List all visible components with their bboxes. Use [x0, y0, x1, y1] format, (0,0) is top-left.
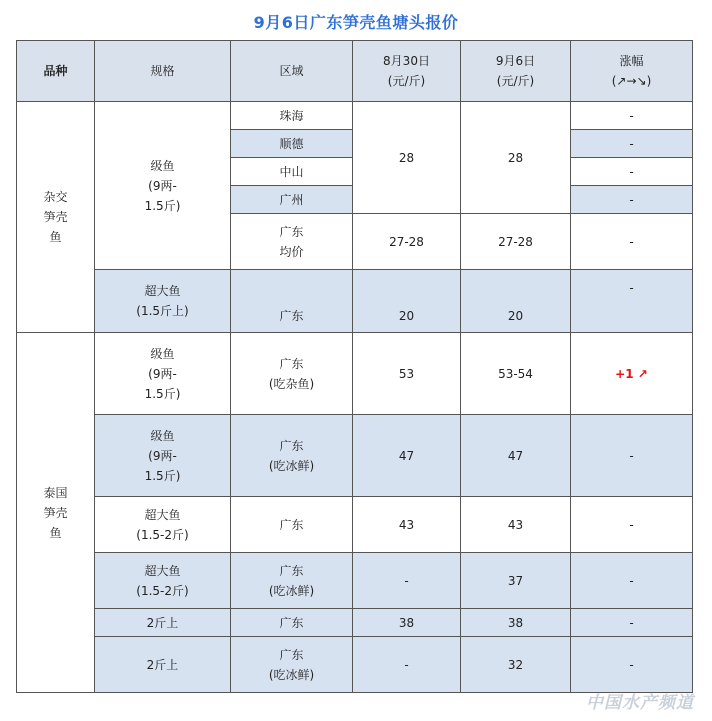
header-sep6: 9月6日 (元/斤) [461, 41, 571, 102]
price-sep6: 20 [461, 270, 571, 333]
spec-cell: 级鱼 (9两- 1.5斤) [95, 102, 231, 270]
region-cell: 广东 均价 [231, 214, 353, 270]
header-aug30: 8月30日 (元/斤) [353, 41, 461, 102]
price-sep6: 27-28 [461, 214, 571, 270]
table-row [17, 270, 693, 333]
change-cell: - [571, 130, 693, 158]
change-cell: - [571, 186, 693, 214]
spec-cell: 超大鱼 (1.5斤上) [95, 270, 231, 333]
header-region: 区域 [231, 41, 353, 102]
change-cell: - [571, 415, 693, 497]
table-row [17, 497, 693, 553]
price-aug30: 38 [353, 609, 461, 637]
price-aug30: 47 [353, 415, 461, 497]
watermark: 中国水产频道 [586, 693, 694, 713]
table-row [17, 415, 693, 497]
change-cell: - [571, 102, 693, 130]
price-aug30: 53 [353, 333, 461, 415]
change-cell: - [571, 637, 693, 693]
table-row [17, 609, 693, 637]
change-cell: - [571, 158, 693, 186]
region-cell: 广东 [231, 497, 353, 553]
price-sep6: 28 [461, 102, 571, 214]
price-aug30: 28 [353, 102, 461, 214]
spec-cell: 级鱼 (9两- 1.5斤) [95, 333, 231, 415]
region-cell: 顺德 [231, 130, 353, 158]
header-change: 涨幅 (↗→↘) [571, 41, 693, 102]
change-cell: - [571, 214, 693, 270]
price-aug30: - [353, 637, 461, 693]
change-cell: - [571, 609, 693, 637]
region-cell: 广州 [231, 186, 353, 214]
change-cell: - [571, 553, 693, 609]
header-row [17, 41, 693, 102]
table-row [17, 333, 693, 415]
variety-hybrid: 杂交 笋壳 鱼 [17, 102, 95, 333]
price-sep6: 32 [461, 637, 571, 693]
change-cell: - [571, 270, 693, 333]
region-cell: 广东 [231, 270, 353, 333]
spec-cell: 超大鱼 (1.5-2斤) [95, 553, 231, 609]
table-row [17, 102, 693, 130]
spec-cell: 2斤上 [95, 609, 231, 637]
region-cell: 广东 (吃冰鲜) [231, 553, 353, 609]
price-aug30: 43 [353, 497, 461, 553]
page-title: 9月6日广东笋壳鱼塘头报价 [253, 13, 459, 32]
region-cell: 广东 (吃冰鲜) [231, 415, 353, 497]
change-up-cell: +1 ↗ [571, 333, 693, 415]
spec-cell: 超大鱼 (1.5-2斤) [95, 497, 231, 553]
price-sep6: 43 [461, 497, 571, 553]
table-row [17, 637, 693, 693]
header-spec: 规格 [95, 41, 231, 102]
price-aug30: 27-28 [353, 214, 461, 270]
price-aug30: 20 [353, 270, 461, 333]
region-cell: 广东 (吃冰鲜) [231, 637, 353, 693]
spec-cell: 级鱼 (9两- 1.5斤) [95, 415, 231, 497]
region-cell: 珠海 [231, 102, 353, 130]
region-cell: 广东 [231, 609, 353, 637]
price-sep6: 53-54 [461, 333, 571, 415]
region-cell: 广东 (吃杂鱼) [231, 333, 353, 415]
price-sep6: 47 [461, 415, 571, 497]
change-cell: - [571, 497, 693, 553]
table-row [17, 553, 693, 609]
variety-thai: 泰国 笋壳 鱼 [17, 333, 95, 693]
header-variety: 品种 [17, 41, 95, 102]
spec-cell: 2斤上 [95, 637, 231, 693]
price-sep6: 37 [461, 553, 571, 609]
region-cell: 中山 [231, 158, 353, 186]
price-aug30: - [353, 553, 461, 609]
price-sep6: 38 [461, 609, 571, 637]
price-table [16, 40, 693, 693]
